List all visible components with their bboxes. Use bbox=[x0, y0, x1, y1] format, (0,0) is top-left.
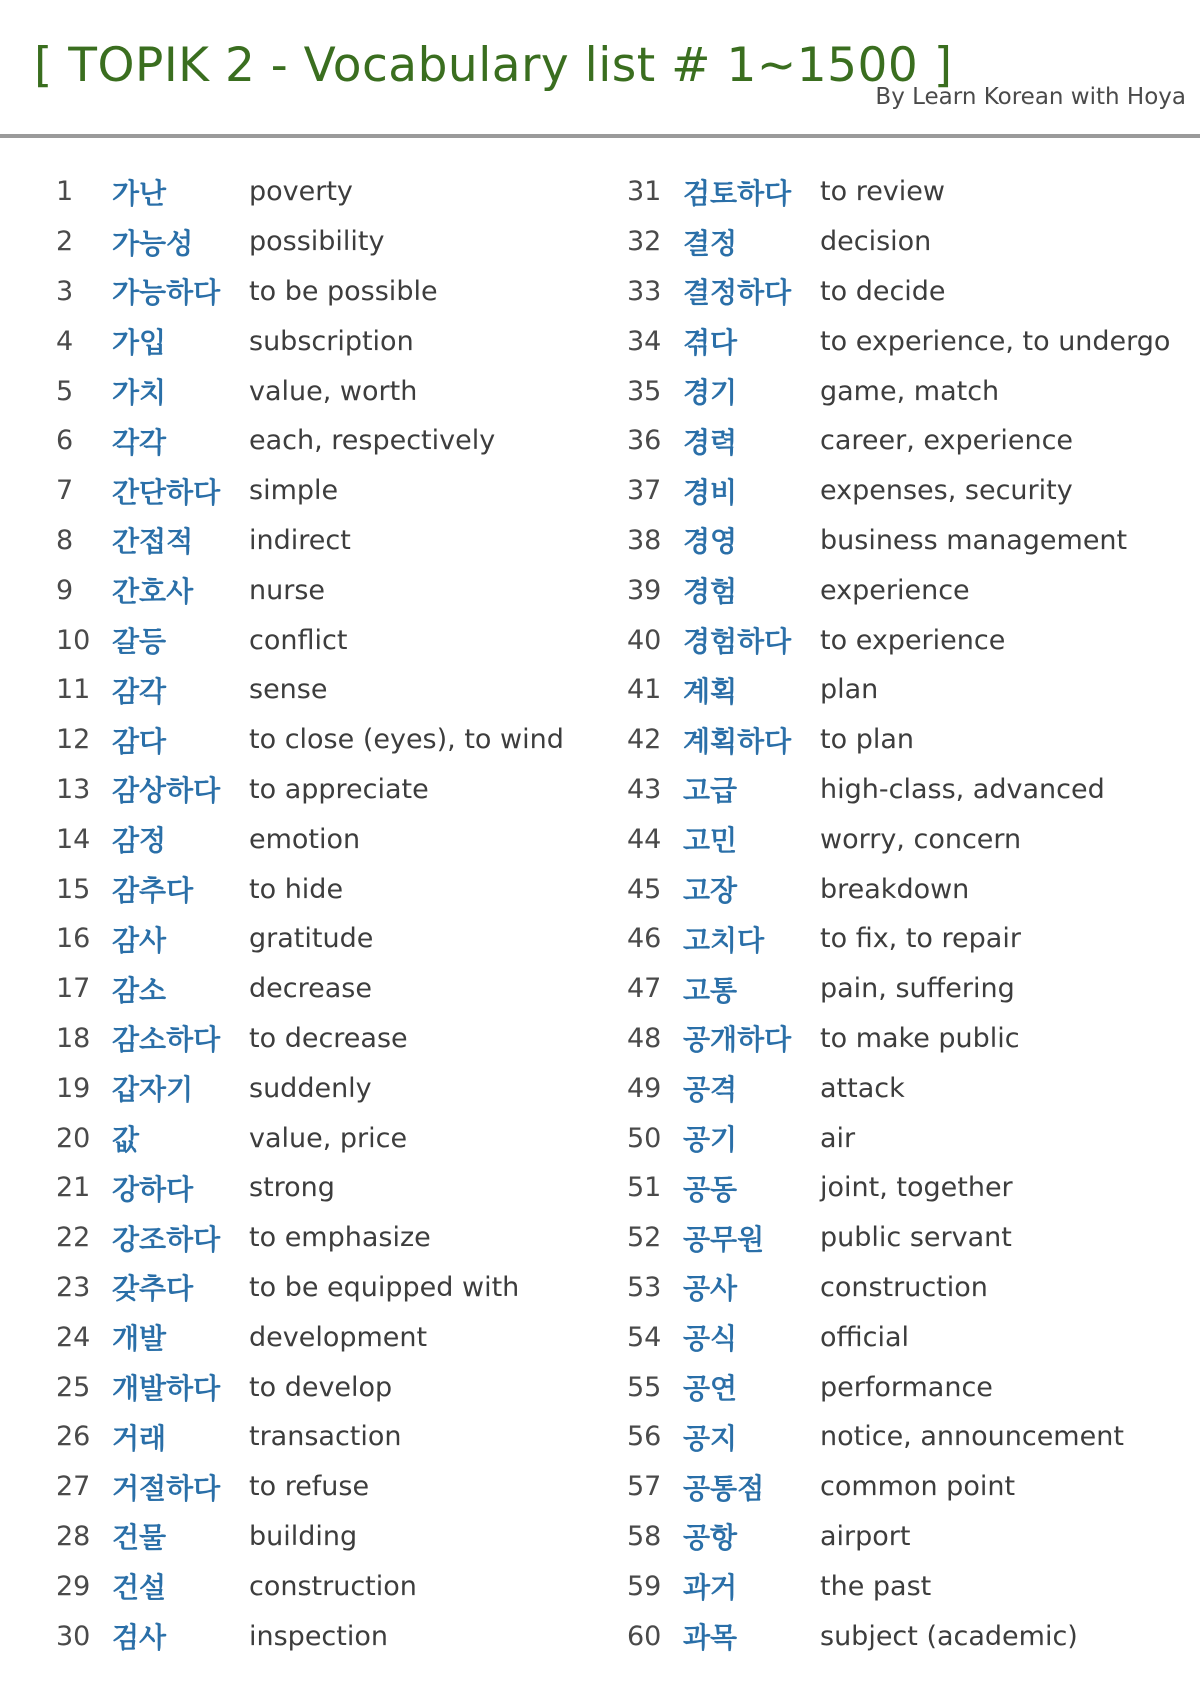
entry-number: 56 bbox=[627, 1421, 662, 1453]
vocab-entry bbox=[56, 1014, 616, 1064]
vocab-entry bbox=[627, 1362, 1197, 1412]
entry-number: 30 bbox=[56, 1620, 91, 1652]
korean-word: 강조하다 bbox=[112, 1222, 221, 1256]
korean-word: 고장 bbox=[683, 874, 738, 908]
vocab-entry bbox=[627, 914, 1197, 964]
entry-number: 2 bbox=[56, 226, 74, 258]
english-meaning: breakdown bbox=[820, 873, 970, 905]
korean-word: 간단하다 bbox=[112, 475, 221, 509]
korean-word: 검토하다 bbox=[683, 176, 792, 210]
vocab-entry bbox=[56, 1462, 616, 1512]
vocab-entry bbox=[627, 1512, 1197, 1562]
entry-number: 37 bbox=[627, 475, 662, 507]
english-meaning: to close (eyes), to wind bbox=[249, 724, 564, 756]
english-meaning: to experience bbox=[820, 624, 1006, 656]
korean-word: 감정 bbox=[112, 824, 167, 858]
entry-number: 32 bbox=[627, 226, 662, 258]
vocab-entry bbox=[56, 217, 616, 267]
vocab-entry bbox=[627, 1312, 1197, 1362]
english-meaning: high-class, advanced bbox=[820, 773, 1105, 805]
english-meaning: construction bbox=[820, 1271, 988, 1303]
korean-word: 값 bbox=[112, 1123, 140, 1157]
entry-number: 6 bbox=[56, 425, 74, 457]
english-meaning: to refuse bbox=[249, 1471, 370, 1503]
vocab-entry bbox=[627, 964, 1197, 1014]
korean-word: 경력 bbox=[683, 425, 738, 459]
vocab-entry bbox=[56, 1163, 616, 1213]
english-meaning: plan bbox=[820, 674, 879, 706]
english-meaning: to make public bbox=[820, 1022, 1020, 1054]
english-meaning: to fix, to repair bbox=[820, 923, 1021, 955]
entry-number: 22 bbox=[56, 1222, 91, 1254]
english-meaning: to develop bbox=[249, 1371, 393, 1403]
vocab-entry bbox=[627, 516, 1197, 566]
english-meaning: career, experience bbox=[820, 425, 1074, 457]
korean-word: 건물 bbox=[112, 1521, 167, 1555]
entry-number: 34 bbox=[627, 325, 662, 357]
vocab-entry bbox=[627, 1462, 1197, 1512]
korean-word: 감소하다 bbox=[112, 1023, 221, 1057]
korean-word: 공식 bbox=[683, 1322, 738, 1356]
entry-number: 48 bbox=[627, 1022, 662, 1054]
korean-word: 감소 bbox=[112, 973, 167, 1007]
korean-word: 가치 bbox=[112, 376, 167, 410]
korean-word: 감사 bbox=[112, 923, 167, 957]
entry-number: 41 bbox=[627, 674, 662, 706]
entry-number: 43 bbox=[627, 773, 662, 805]
entry-number: 33 bbox=[627, 275, 662, 307]
vocab-entry bbox=[56, 1412, 616, 1462]
korean-word: 감다 bbox=[112, 724, 167, 758]
entry-number: 19 bbox=[56, 1072, 91, 1104]
vocab-entry bbox=[56, 1263, 616, 1313]
korean-word: 공사 bbox=[683, 1272, 738, 1306]
entry-number: 25 bbox=[56, 1371, 91, 1403]
vocab-entry bbox=[627, 864, 1197, 914]
english-meaning: subject (academic) bbox=[820, 1620, 1078, 1652]
english-meaning: development bbox=[249, 1321, 428, 1353]
vocab-entry bbox=[56, 814, 616, 864]
english-meaning: to be possible bbox=[249, 275, 438, 307]
entry-number: 7 bbox=[56, 475, 74, 507]
vocab-entry bbox=[56, 1362, 616, 1412]
korean-word: 갖추다 bbox=[112, 1272, 194, 1306]
vocab-entry bbox=[627, 665, 1197, 715]
vocab-entry bbox=[627, 267, 1197, 317]
english-meaning: game, match bbox=[820, 375, 1000, 407]
korean-word: 경영 bbox=[683, 525, 738, 559]
entry-number: 14 bbox=[56, 823, 91, 855]
english-meaning: common point bbox=[820, 1471, 1016, 1503]
vocab-entry bbox=[56, 366, 616, 416]
english-meaning: each, respectively bbox=[249, 425, 496, 457]
korean-word: 감추다 bbox=[112, 874, 194, 908]
entry-number: 1 bbox=[56, 176, 74, 208]
entry-number: 3 bbox=[56, 275, 74, 307]
korean-word: 건설 bbox=[112, 1571, 167, 1605]
vocab-entry bbox=[56, 1611, 616, 1661]
vocab-entry bbox=[627, 1561, 1197, 1611]
entry-number: 12 bbox=[56, 724, 91, 756]
entry-number: 51 bbox=[627, 1172, 662, 1204]
vocab-entry bbox=[56, 1063, 616, 1113]
vocab-entry bbox=[56, 765, 616, 815]
vocab-entry bbox=[56, 1561, 616, 1611]
entry-number: 16 bbox=[56, 923, 91, 955]
korean-word: 과목 bbox=[683, 1621, 738, 1654]
korean-word: 가능하다 bbox=[112, 276, 221, 310]
entry-number: 45 bbox=[627, 873, 662, 905]
korean-word: 간접적 bbox=[112, 525, 194, 559]
korean-word: 공연 bbox=[683, 1372, 738, 1406]
entry-number: 39 bbox=[627, 574, 662, 606]
english-meaning: strong bbox=[249, 1172, 335, 1204]
korean-word: 고통 bbox=[683, 973, 738, 1007]
vocab-entry bbox=[627, 1063, 1197, 1113]
vocab-entry bbox=[56, 665, 616, 715]
english-meaning: to emphasize bbox=[249, 1222, 431, 1254]
english-meaning: to experience, to undergo bbox=[820, 325, 1171, 357]
korean-word: 거래 bbox=[112, 1421, 167, 1455]
korean-word: 경험 bbox=[683, 575, 738, 609]
english-meaning: possibility bbox=[249, 226, 385, 258]
page-title: [ TOPIK 2 - Vocabulary list # 1~1500 ] bbox=[34, 38, 953, 93]
korean-word: 고민 bbox=[683, 824, 738, 858]
entry-number: 40 bbox=[627, 624, 662, 656]
vocab-entry bbox=[56, 416, 616, 466]
vocab-entry bbox=[627, 765, 1197, 815]
vocab-column-left bbox=[56, 167, 616, 1661]
korean-word: 공개하다 bbox=[683, 1023, 792, 1057]
korean-word: 경비 bbox=[683, 475, 738, 509]
english-meaning: decrease bbox=[249, 973, 372, 1005]
entry-number: 24 bbox=[56, 1321, 91, 1353]
korean-word: 갑자기 bbox=[112, 1073, 194, 1107]
entry-number: 29 bbox=[56, 1570, 91, 1602]
korean-word: 공항 bbox=[683, 1521, 738, 1555]
english-meaning: gratitude bbox=[249, 923, 374, 955]
entry-number: 10 bbox=[56, 624, 91, 656]
vocab-entry bbox=[627, 316, 1197, 366]
entry-number: 35 bbox=[627, 375, 662, 407]
english-meaning: inspection bbox=[249, 1620, 388, 1652]
vocab-entry bbox=[56, 615, 616, 665]
english-meaning: to be equipped with bbox=[249, 1271, 520, 1303]
english-meaning: poverty bbox=[249, 176, 353, 208]
korean-word: 계획 bbox=[683, 674, 738, 708]
korean-word: 가난 bbox=[112, 176, 167, 210]
entry-number: 17 bbox=[56, 973, 91, 1005]
entry-number: 52 bbox=[627, 1222, 662, 1254]
korean-word: 공지 bbox=[683, 1421, 738, 1455]
vocab-entry bbox=[56, 1312, 616, 1362]
vocab-entry bbox=[56, 964, 616, 1014]
korean-word: 검사 bbox=[112, 1621, 167, 1654]
english-meaning: business management bbox=[820, 524, 1128, 556]
entry-number: 5 bbox=[56, 375, 74, 407]
entry-number: 27 bbox=[56, 1471, 91, 1503]
korean-word: 결정 bbox=[683, 226, 738, 260]
english-meaning: official bbox=[820, 1321, 910, 1353]
english-meaning: performance bbox=[820, 1371, 993, 1403]
vocab-entry bbox=[56, 516, 616, 566]
vocab-entry bbox=[627, 1213, 1197, 1263]
vocab-entry bbox=[56, 565, 616, 615]
korean-word: 공기 bbox=[683, 1123, 738, 1157]
vocab-entry bbox=[56, 914, 616, 964]
vocab-entry bbox=[56, 715, 616, 765]
entry-number: 23 bbox=[56, 1271, 91, 1303]
vocab-entry bbox=[627, 1163, 1197, 1213]
vocab-entry bbox=[56, 1512, 616, 1562]
korean-word: 개발하다 bbox=[112, 1372, 221, 1406]
english-meaning: conflict bbox=[249, 624, 348, 656]
page-header bbox=[0, 0, 1200, 138]
english-meaning: to decide bbox=[820, 275, 946, 307]
english-meaning: to hide bbox=[249, 873, 344, 905]
entry-number: 58 bbox=[627, 1520, 662, 1552]
entry-number: 36 bbox=[627, 425, 662, 457]
english-meaning: subscription bbox=[249, 325, 414, 357]
english-meaning: value, price bbox=[249, 1122, 408, 1154]
english-meaning: pain, suffering bbox=[820, 973, 1015, 1005]
korean-word: 거절하다 bbox=[112, 1471, 221, 1505]
entry-number: 42 bbox=[627, 724, 662, 756]
vocab-entry bbox=[56, 267, 616, 317]
vocab-entry bbox=[627, 366, 1197, 416]
vocab-entry bbox=[627, 565, 1197, 615]
vocab-entry bbox=[56, 466, 616, 516]
english-meaning: notice, announcement bbox=[820, 1421, 1124, 1453]
korean-word: 공격 bbox=[683, 1073, 738, 1107]
korean-word: 감각 bbox=[112, 674, 167, 708]
entry-number: 50 bbox=[627, 1122, 662, 1154]
vocab-entry bbox=[627, 1263, 1197, 1313]
vocab-entry bbox=[56, 864, 616, 914]
english-meaning: the past bbox=[820, 1570, 932, 1602]
vocab-entry bbox=[56, 167, 616, 217]
vocab-entry bbox=[627, 715, 1197, 765]
entry-number: 60 bbox=[627, 1620, 662, 1652]
entry-number: 8 bbox=[56, 524, 74, 556]
korean-word: 경험하다 bbox=[683, 625, 792, 659]
english-meaning: joint, together bbox=[820, 1172, 1013, 1204]
korean-word: 감상하다 bbox=[112, 774, 221, 808]
vocab-entry bbox=[627, 167, 1197, 217]
entry-number: 28 bbox=[56, 1520, 91, 1552]
vocab-entry bbox=[56, 1213, 616, 1263]
english-meaning: building bbox=[249, 1520, 358, 1552]
entry-number: 54 bbox=[627, 1321, 662, 1353]
entry-number: 13 bbox=[56, 773, 91, 805]
english-meaning: worry, concern bbox=[820, 823, 1022, 855]
vocab-entry bbox=[627, 814, 1197, 864]
entry-number: 31 bbox=[627, 176, 662, 208]
english-meaning: construction bbox=[249, 1570, 417, 1602]
vocab-entry bbox=[627, 466, 1197, 516]
korean-word: 개발 bbox=[112, 1322, 167, 1356]
english-meaning: to decrease bbox=[249, 1022, 408, 1054]
vocab-entry bbox=[627, 1113, 1197, 1163]
korean-word: 가입 bbox=[112, 326, 167, 360]
entry-number: 18 bbox=[56, 1022, 91, 1054]
korean-word: 경기 bbox=[683, 376, 738, 410]
english-meaning: expenses, security bbox=[820, 475, 1073, 507]
korean-word: 과거 bbox=[683, 1571, 738, 1605]
entry-number: 15 bbox=[56, 873, 91, 905]
korean-word: 공통점 bbox=[683, 1471, 765, 1505]
vocab-entry bbox=[627, 615, 1197, 665]
entry-number: 38 bbox=[627, 524, 662, 556]
korean-word: 가능성 bbox=[112, 226, 194, 260]
korean-word: 공무원 bbox=[683, 1222, 765, 1256]
entry-number: 46 bbox=[627, 923, 662, 955]
korean-word: 각각 bbox=[112, 425, 167, 459]
english-meaning: airport bbox=[820, 1520, 911, 1552]
entry-number: 21 bbox=[56, 1172, 91, 1204]
english-meaning: experience bbox=[820, 574, 970, 606]
korean-word: 고급 bbox=[683, 774, 738, 808]
english-meaning: emotion bbox=[249, 823, 361, 855]
english-meaning: indirect bbox=[249, 524, 351, 556]
english-meaning: to plan bbox=[820, 724, 914, 756]
entry-number: 49 bbox=[627, 1072, 662, 1104]
korean-word: 공동 bbox=[683, 1172, 738, 1206]
english-meaning: simple bbox=[249, 475, 339, 507]
english-meaning: public servant bbox=[820, 1222, 1012, 1254]
entry-number: 11 bbox=[56, 674, 91, 706]
korean-word: 계획하다 bbox=[683, 724, 792, 758]
english-meaning: suddenly bbox=[249, 1072, 372, 1104]
vocab-entry bbox=[627, 217, 1197, 267]
entry-number: 53 bbox=[627, 1271, 662, 1303]
korean-word: 간호사 bbox=[112, 575, 194, 609]
english-meaning: sense bbox=[249, 674, 328, 706]
author-byline: By Learn Korean with Hoya bbox=[875, 84, 1186, 110]
entry-number: 57 bbox=[627, 1471, 662, 1503]
english-meaning: air bbox=[820, 1122, 856, 1154]
korean-word: 결정하다 bbox=[683, 276, 792, 310]
korean-word: 갈등 bbox=[112, 625, 167, 659]
korean-word: 강하다 bbox=[112, 1172, 194, 1206]
english-meaning: to appreciate bbox=[249, 773, 429, 805]
vocab-entry bbox=[627, 1412, 1197, 1462]
vocab-entry bbox=[56, 1113, 616, 1163]
korean-word: 겪다 bbox=[683, 326, 738, 360]
entry-number: 4 bbox=[56, 325, 74, 357]
entry-number: 9 bbox=[56, 574, 74, 606]
english-meaning: nurse bbox=[249, 574, 326, 606]
english-meaning: decision bbox=[820, 226, 932, 258]
entry-number: 26 bbox=[56, 1421, 91, 1453]
entry-number: 59 bbox=[627, 1570, 662, 1602]
entry-number: 55 bbox=[627, 1371, 662, 1403]
english-meaning: transaction bbox=[249, 1421, 402, 1453]
entry-number: 44 bbox=[627, 823, 662, 855]
english-meaning: to review bbox=[820, 176, 945, 208]
vocab-entry bbox=[627, 1611, 1197, 1661]
vocab-entry bbox=[627, 416, 1197, 466]
english-meaning: attack bbox=[820, 1072, 905, 1104]
english-meaning: value, worth bbox=[249, 375, 418, 407]
vocab-column-right bbox=[627, 167, 1197, 1661]
entry-number: 47 bbox=[627, 973, 662, 1005]
vocab-entry bbox=[627, 1014, 1197, 1064]
entry-number: 20 bbox=[56, 1122, 91, 1154]
korean-word: 고치다 bbox=[683, 923, 765, 957]
vocab-entry bbox=[56, 316, 616, 366]
header-divider bbox=[0, 134, 1200, 138]
